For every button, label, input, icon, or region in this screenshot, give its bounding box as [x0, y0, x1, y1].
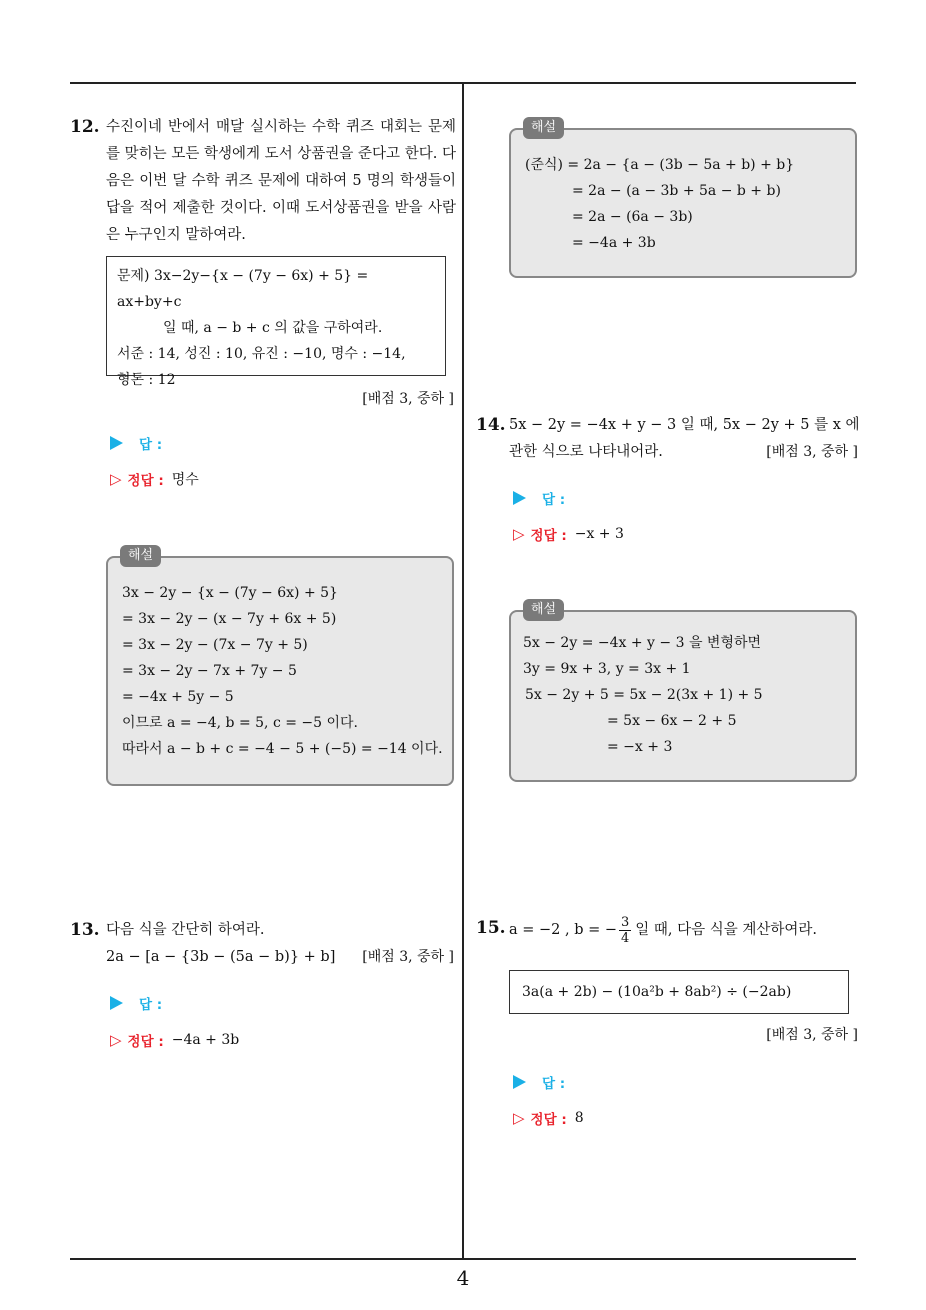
outline-arrow-icon: ▷	[513, 525, 525, 543]
answer-label: 답 :	[139, 997, 163, 1013]
question-14-score: [배점 3, 중하 ]	[766, 444, 858, 460]
solution-line: 5x − 2y + 5 = 5x − 2(3x + 1) + 5	[525, 687, 763, 703]
solution-line: = 5x − 6x − 2 + 5	[607, 713, 737, 729]
solution-line: 따라서 a − b + c = −4 − 5 + (−5) = −14 이다.	[122, 741, 443, 757]
correct-label: 정답 :	[127, 1034, 164, 1050]
question-13-text: 다음 식을 간단히 하여라.	[106, 922, 265, 938]
question-15-correct-answer: 8	[574, 1110, 584, 1126]
question-12-number: 12.	[70, 117, 100, 137]
solution-line: = −x + 3	[607, 739, 673, 755]
question-14-line-1: 5x − 2y = −4x + y − 3 일 때, 5x − 2y + 5 를 x 에	[509, 417, 860, 433]
question-13-score: [배점 3, 중하 ]	[362, 949, 454, 965]
column-divider	[462, 83, 464, 1259]
question-15-correct-row	[513, 1108, 584, 1128]
question-13-number: 13.	[70, 920, 100, 940]
solution-line: 5x − 2y = −4x + y − 3 을 변형하면	[523, 635, 762, 651]
solution-line: = −4a + 3b	[572, 235, 656, 251]
question-15-answer-row	[513, 1072, 565, 1092]
problem-line-2: 일 때, a − b + c 의 값을 구하여라.	[163, 320, 383, 336]
fraction-denominator: 4	[621, 931, 630, 946]
question-15-expression: 3a(a + 2b) − (10a²b + 8ab²) ÷ (−2ab)	[522, 984, 792, 1000]
outline-arrow-icon: ▷	[110, 470, 122, 488]
play-arrow-icon	[513, 1075, 526, 1089]
question-12-text: 수진이네 반에서 매달 실시하는 수학 퀴즈 대회는 문제를 맞히는 모든 학생에게 도서 상품권을 준다고 한다. 다음은 이번 달 수학 퀴즈 문제에 대하여 5 명의 학생들이 답을 적어 제출한 것이다. 이때 도서상품권을 받을 사람은 누구인지 말하여라.	[106, 119, 456, 243]
solution-line: 3y = 9x + 3, y = 3x + 1	[523, 661, 691, 677]
solution-line: 이므로 a = −4, b = 5, c = −5 이다.	[122, 715, 358, 731]
question-12-problem-box	[106, 256, 446, 388]
solution-line: = 3x − 2y − (x − 7y + 6x + 5)	[122, 611, 337, 627]
correct-label: 정답 :	[127, 473, 164, 489]
answer-label: 답 :	[542, 492, 566, 508]
solution-line: = 3x − 2y − 7x + 7y − 5	[122, 663, 297, 679]
question-13-correct-answer: −4a + 3b	[171, 1032, 240, 1048]
problem-line-3: 서준 : 14, 성진 : 10, 유진 : −10, 명수 : −14,	[117, 346, 406, 362]
question-13-answer-row	[110, 993, 162, 1013]
solution-tag: 해설	[523, 117, 564, 139]
answer-label: 답 :	[139, 437, 163, 453]
question-15-condition-rest: 일 때, 다음 식을 계산하여라.	[635, 922, 818, 938]
question-14-answer-row	[513, 488, 565, 508]
problem-line-1: 문제) 3x−2y−{x − (7y − 6x) + 5} = ax+by+c	[117, 268, 369, 310]
solution-line: = 2a − (6a − 3b)	[572, 209, 693, 225]
question-15-expression-box	[509, 970, 849, 1014]
play-arrow-icon	[110, 996, 123, 1010]
play-arrow-icon	[513, 491, 526, 505]
question-14-line-2: 관한 식으로 나타내어라.	[509, 444, 663, 460]
question-12-correct-row	[110, 469, 199, 489]
question-15-condition	[509, 915, 817, 946]
answer-label: 답 :	[542, 1076, 566, 1092]
fraction-numerator: 3	[621, 915, 630, 930]
solution-line: = 2a − (a − 3b + 5a − b + b)	[572, 183, 781, 199]
correct-label: 정답 :	[530, 1112, 567, 1128]
question-14-correct-row	[513, 524, 624, 544]
question-15-number: 15.	[476, 918, 506, 938]
solution-tag: 해설	[523, 599, 564, 621]
question-15-condition-ab: a = −2 , b = −	[509, 922, 618, 938]
question-12-solution-box	[106, 548, 454, 786]
question-15-score: [배점 3, 중하 ]	[766, 1027, 858, 1043]
page-number: 4	[456, 1266, 470, 1290]
question-14-solution-box	[509, 602, 857, 782]
outline-arrow-icon: ▷	[110, 1031, 122, 1049]
question-12-score: [배점 3, 중하 ]	[362, 391, 454, 407]
solution-line: = −4x + 5y − 5	[122, 689, 234, 705]
bottom-rule	[70, 1258, 856, 1260]
fraction	[619, 915, 631, 946]
question-12-correct-answer: 명수	[171, 472, 199, 488]
question-13-correct-row	[110, 1030, 239, 1050]
question-14-correct-answer: −x + 3	[574, 526, 624, 542]
play-arrow-icon	[110, 436, 123, 450]
outline-arrow-icon: ▷	[513, 1109, 525, 1127]
solution-line: 3x − 2y − {x − (7y − 6x) + 5}	[122, 585, 338, 601]
solution-line: = 3x − 2y − (7x − 7y + 5)	[122, 637, 308, 653]
solution-tag: 해설	[120, 545, 161, 567]
question-13-expression: 2a − [a − {3b − (5a − b)} + b]	[106, 949, 336, 965]
question-14-number: 14.	[476, 415, 506, 435]
problem-line-4: 형돈 : 12	[117, 372, 176, 388]
question-12-answer-row	[110, 433, 162, 453]
question-13-solution-box	[509, 120, 857, 278]
correct-label: 정답 :	[530, 528, 567, 544]
solution-line: (준식) = 2a − {a − (3b − 5a + b) + b}	[525, 157, 795, 173]
